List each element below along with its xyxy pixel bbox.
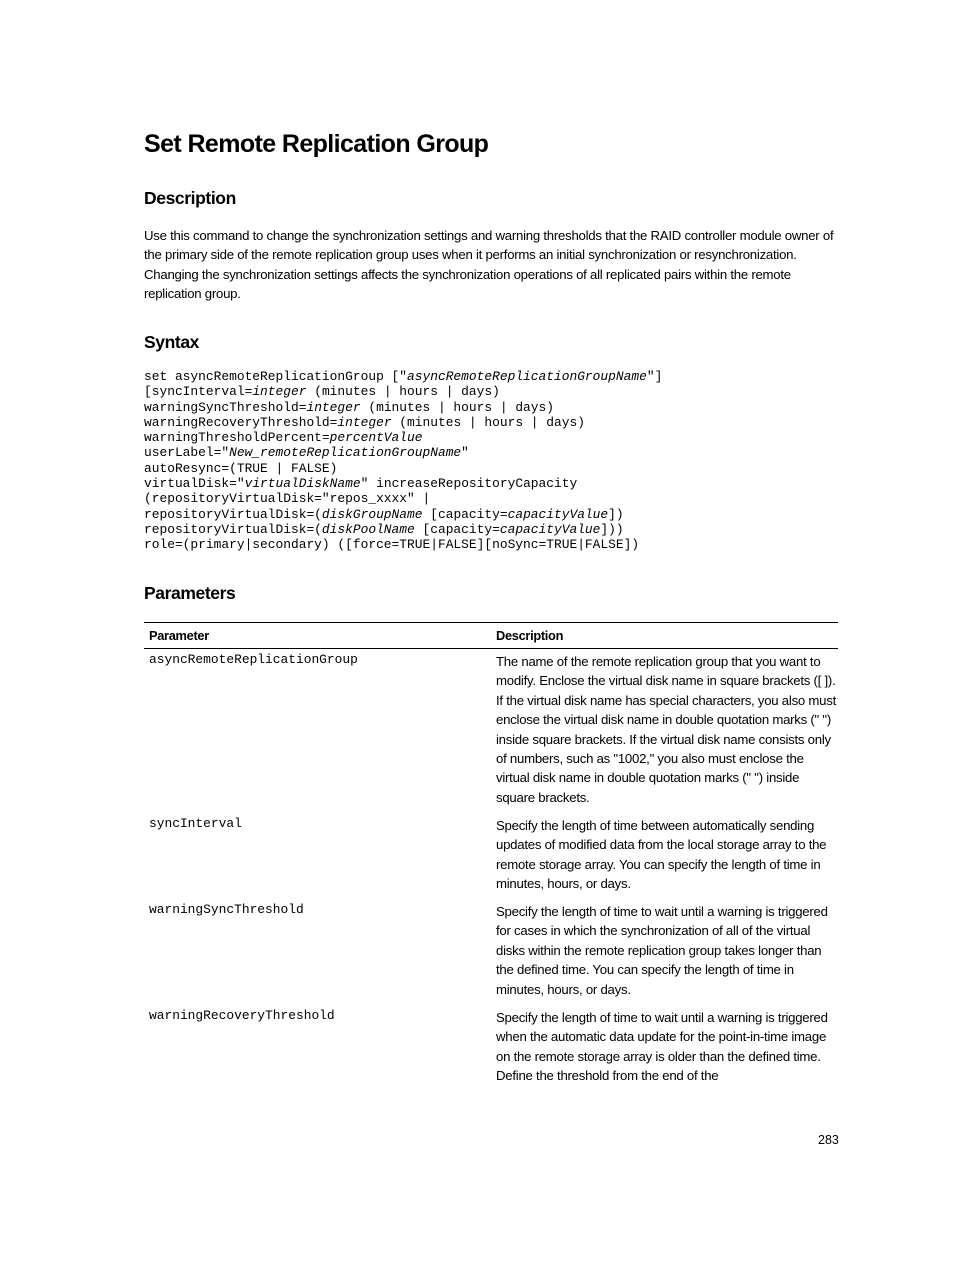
syntax-placeholder: capacityValue — [499, 521, 601, 537]
syntax-text: ])) — [600, 521, 624, 537]
description-text: Use this command to change the synchronization settings and warning thresholds that the RAID controller module owner of the primary side of the remote replication group uses when it performs an initial synchronization or resynchronization. Changing the synchronization settings affects the synchronization operations of all replicated pairs within the remote replication group. — [144, 228, 834, 302]
syntax-placeholder: diskPoolName — [321, 521, 415, 537]
syntax-text: ]) — [608, 506, 624, 522]
syntax-text: set asyncRemoteReplicationGroup [" — [144, 369, 408, 384]
syntax-line — [144, 445, 662, 460]
parameter-description: Specify the length of time to wait until a warning is triggered for cases in which the synchronization of all of the virtual disks within the remote replication group takes longer than the defined time. You can specify the length of time in minutes, hours, or days. — [496, 904, 828, 997]
page-title: Set Remote Replication Group — [144, 130, 489, 158]
syntax-line — [144, 415, 662, 430]
syntax-placeholder: virtualDiskName — [244, 476, 361, 492]
parameters-table — [144, 622, 838, 649]
description-heading: Description — [144, 188, 236, 208]
column-header-parameter: Parameter — [149, 628, 209, 643]
syntax-line — [144, 384, 662, 399]
parameter-description: Specify the length of time between automatically sending updates of modified data from the local storage array to the remote storage array. You can specify the length of time in minutes, hours, or days. — [496, 818, 827, 892]
syntax-text: [syncInterval= — [144, 384, 253, 400]
parameters-heading: Parameters — [144, 583, 236, 603]
syntax-line — [144, 522, 662, 537]
table-row — [144, 652, 838, 807]
syntax-text: "] — [646, 369, 663, 384]
syntax-placeholder: asyncRemoteReplicationGroupName — [407, 369, 647, 384]
syntax-placeholder: diskGroupName — [321, 506, 423, 522]
syntax-placeholder: integer — [306, 399, 361, 415]
syntax-line — [144, 430, 662, 445]
syntax-text: [capacity= — [422, 506, 508, 522]
column-header-description: Description — [496, 628, 564, 643]
syntax-text: " — [461, 445, 469, 461]
syntax-placeholder: percentValue — [329, 430, 423, 446]
syntax-text: (repositoryVirtualDisk="repos_xxxx" | — [144, 491, 431, 507]
syntax-heading: Syntax — [144, 332, 199, 352]
syntax-text: " increaseRepositoryCapacity — [360, 476, 578, 492]
syntax-line — [144, 476, 662, 491]
parameter-name: warningSyncThreshold — [149, 902, 304, 917]
syntax-line — [144, 461, 662, 476]
syntax-placeholder: New_remoteReplicationGroupName — [229, 445, 462, 461]
syntax-text: (minutes | hours | days) — [391, 414, 585, 430]
syntax-text: role=(primary|secondary) ([force=TRUE|FALSE][noSync=TRUE|FALSE]) — [144, 537, 640, 553]
syntax-line — [144, 507, 662, 522]
syntax-text: warningThresholdPercent= — [144, 430, 330, 446]
parameter-name: asyncRemoteReplicationGroup — [149, 652, 358, 667]
syntax-line — [144, 400, 662, 415]
table-header — [144, 623, 838, 649]
syntax-line — [144, 537, 662, 552]
table-row — [144, 816, 838, 894]
syntax-text: [capacity= — [414, 521, 500, 537]
syntax-text: autoResync=(TRUE | FALSE) — [144, 460, 338, 476]
syntax-text: repositoryVirtualDisk=( — [144, 521, 322, 537]
parameter-description: Specify the length of time to wait until a warning is triggered when the automatic data update for the point-in-time image on the remote storage array is older than the defined time. Define the threshold from the end of the — [496, 1010, 828, 1084]
syntax-line — [144, 491, 662, 506]
table-row — [144, 902, 838, 999]
syntax-text: (minutes | hours | days) — [360, 399, 555, 415]
syntax-text: virtualDisk=" — [144, 476, 245, 492]
syntax-text: userLabel=" — [144, 445, 230, 461]
syntax-placeholder: integer — [252, 384, 307, 400]
syntax-code-block — [144, 369, 662, 553]
parameter-name: syncInterval — [149, 816, 242, 831]
page-number: 283 — [818, 1133, 839, 1147]
syntax-text: warningRecoveryThreshold= — [144, 414, 338, 430]
parameter-name: warningRecoveryThreshold — [149, 1008, 335, 1023]
parameter-description: The name of the remote replication group that you want to modify. Enclose the virtual disk name in square brackets ([ ]). If the virtual disk name has special characters, you also must enclose the virtual disk name in double quotation marks (" ") inside square brackets. If the virtual disk name consists only of numbers, such as "1002," you also must enclose the virtual disk name in double quotation marks (" ") inside square brackets. — [496, 654, 836, 805]
syntax-line — [144, 369, 662, 384]
syntax-text: warningSyncThreshold= — [144, 399, 307, 415]
syntax-text: (minutes | hours | days) — [306, 384, 500, 400]
syntax-text: repositoryVirtualDisk=( — [144, 506, 322, 522]
table-row — [144, 1008, 838, 1086]
syntax-placeholder: integer — [337, 414, 392, 430]
syntax-placeholder: capacityValue — [507, 506, 609, 522]
